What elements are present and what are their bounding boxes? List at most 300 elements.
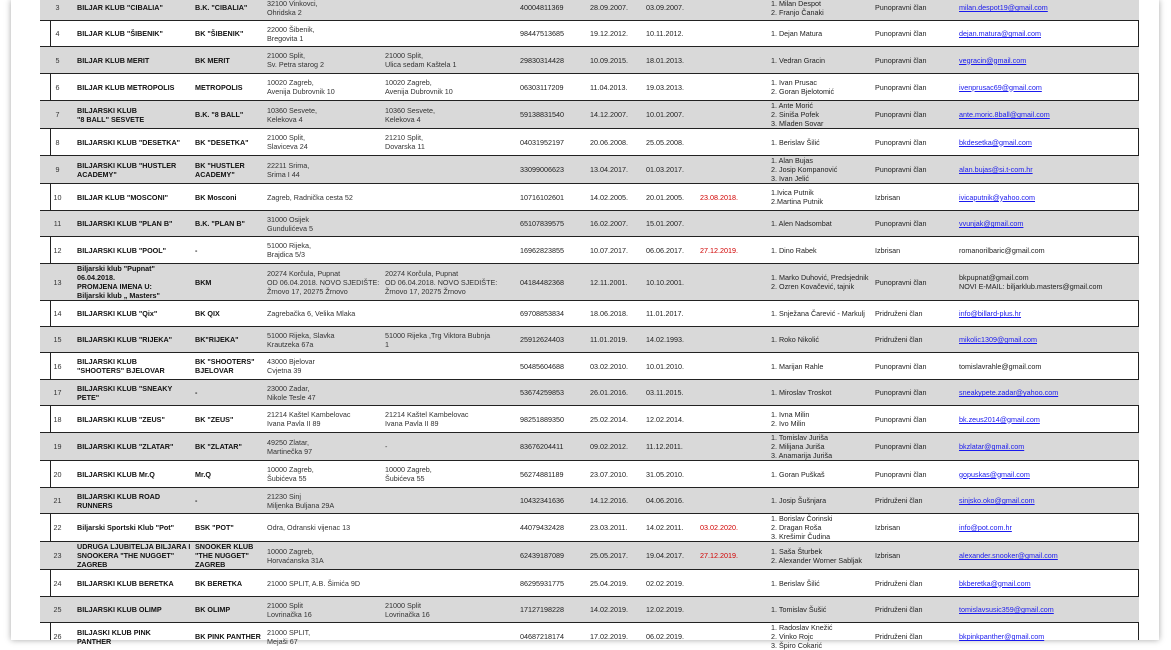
authorized-persons: 1. Radoslav Knežić 2. Vinko Rojc 3. Špiro Cokarić [769, 623, 873, 650]
membership-status: Punopravni član [873, 380, 957, 406]
club-abbreviation: BK "ŠIBENIK" [193, 21, 265, 47]
deletion-date [698, 129, 769, 156]
authorized-persons: 1. Milan Despot 2. Franjo Čanaki [769, 0, 873, 21]
club-oib: 04687218174 [518, 623, 588, 650]
authorized-persons: 1. Berislav Šilić [769, 570, 873, 597]
row-number: 5 [40, 47, 75, 74]
email-link[interactable]: bkberetka@gmail.com [959, 579, 1031, 588]
club-address: 20274 Korčula, Pupnat OD 06.04.2018. NOVO SJEDIŠTE: Žrnovo 17, 20275 Žrnovo [265, 264, 383, 301]
deletion-date [698, 353, 769, 380]
founding-date: 02.02.2019. [644, 570, 698, 597]
club-address: 51000 Rijeka, Brajdica 5/3 [265, 237, 383, 264]
club-address-alt: 21210 Split, Dovarska 11 [383, 129, 518, 156]
table-row [40, 488, 1139, 514]
membership-status: Punopravni član [873, 433, 957, 461]
club-abbreviation: BK "ZEUS" [193, 406, 265, 433]
membership-status: Pridruženi član [873, 597, 957, 623]
table-row [40, 264, 1139, 301]
membership-status: Punopravni član [873, 406, 957, 433]
club-name: BILJAR KLUB METROPOLIS [75, 74, 193, 101]
club-address: 21000 SPLIT, A.B. Šimića 9D [265, 570, 383, 597]
club-name: BILJARSKI KLUB "ZLATAR" [75, 433, 193, 461]
founding-date: 04.06.2016. [644, 488, 698, 514]
club-abbreviation: - [193, 488, 265, 514]
club-address-alt: - [383, 433, 518, 461]
club-email [957, 0, 1139, 21]
club-address: 32100 Vinkovci, Ohridska 2 [265, 0, 383, 21]
founding-date: 01.03.2017. [644, 156, 698, 184]
authorized-persons: 1. Miroslav Troskot [769, 380, 873, 406]
table-row [40, 542, 1139, 570]
club-name: BILJARSKI KLUB Mr.Q [75, 461, 193, 488]
founding-date: 11.01.2017. [644, 301, 698, 327]
authorized-persons: 1.Ivica Putnik 2.Martina Putnik [769, 184, 873, 211]
email-link[interactable]: bkpinkpanther@gmail.com [959, 632, 1044, 641]
membership-status: Punopravni član [873, 211, 957, 237]
authorized-persons: 1. Ante Morić 2. Siniša Pofek 3. Mladen Sovar [769, 101, 873, 129]
row-number: 23 [40, 542, 75, 570]
table-row [40, 514, 1139, 542]
authorized-persons: 1. Alan Bujas 2. Josip Kompanović 3. Ivan Jelić [769, 156, 873, 184]
club-address: 21214 Kaštel Kambelovac Ivana Pavla II 89 [265, 406, 383, 433]
row-number: 15 [40, 327, 75, 353]
club-email [957, 488, 1139, 514]
founding-date: 10.11.2012. [644, 21, 698, 47]
club-oib: 10716102601 [518, 184, 588, 211]
club-name: BILJAR KLUB "CIBALIA" [75, 0, 193, 21]
registration-date: 23.03.2011. [588, 514, 644, 542]
deletion-date [698, 211, 769, 237]
email-link[interactable]: info@billard-plus.hr [959, 309, 1021, 318]
registration-date: 23.07.2010. [588, 461, 644, 488]
table-row [40, 570, 1139, 597]
club-address-alt [383, 380, 518, 406]
deletion-date [698, 380, 769, 406]
table-row [40, 623, 1139, 650]
club-oib: 10432341636 [518, 488, 588, 514]
club-address: Zagrebačka 6, Velika Mlaka [265, 301, 383, 327]
club-oib: 16962823855 [518, 237, 588, 264]
membership-status: Pridruženi član [873, 327, 957, 353]
club-address-alt: 10020 Zagreb, Avenija Dubrovnik 10 [383, 74, 518, 101]
founding-date: 15.01.2007. [644, 211, 698, 237]
club-email [957, 380, 1139, 406]
club-address: 21000 Split, Slaviceva 24 [265, 129, 383, 156]
row-number: 24 [40, 570, 75, 597]
email-link[interactable]: milan.despot19@gmail.com [959, 3, 1048, 12]
deletion-date: 27.12.2019. [698, 237, 769, 264]
club-address-alt [383, 237, 518, 264]
membership-status: Punopravni član [873, 353, 957, 380]
registration-date: 18.06.2018. [588, 301, 644, 327]
club-address-alt [383, 184, 518, 211]
authorized-persons: 1. Vedran Gracin [769, 47, 873, 74]
club-address: 22000 Šibenik, Bregovita 1 [265, 21, 383, 47]
club-oib: 56274881189 [518, 461, 588, 488]
club-abbreviation: B.K. "CIBALIA" [193, 0, 265, 21]
row-number: 3 [40, 0, 75, 21]
table-row [40, 380, 1139, 406]
club-abbreviation: BK"RIJEKA" [193, 327, 265, 353]
registration-date: 10.07.2017. [588, 237, 644, 264]
table-row [40, 433, 1139, 461]
row-number: 7 [40, 101, 75, 129]
club-abbreviation: BK MERIT [193, 47, 265, 74]
email-link[interactable]: vegracin@gmail.com [959, 56, 1026, 65]
club-oib: 33099006623 [518, 156, 588, 184]
table-row [40, 0, 1139, 21]
founding-date: 06.02.2019. [644, 623, 698, 650]
club-abbreviation: - [193, 380, 265, 406]
deletion-date [698, 74, 769, 101]
club-address-alt [383, 623, 518, 650]
club-abbreviation: BK QIX [193, 301, 265, 327]
registration-date: 17.02.2019. [588, 623, 644, 650]
membership-status: Pridruženi član [873, 488, 957, 514]
email-link[interactable]: ivenprusac69@gmail.com [959, 83, 1042, 92]
membership-status: Punopravni član [873, 461, 957, 488]
deletion-date [698, 623, 769, 650]
row-number: 12 [40, 237, 75, 264]
club-address-alt: 10360 Sesvete, Kelekova 4 [383, 101, 518, 129]
club-abbreviation: BK Mosconi [193, 184, 265, 211]
email-link[interactable]: ante.moric.8ball@gmail.com [959, 110, 1050, 119]
club-name: BILJARSKI KLUB "SNEAKY PETE" [75, 380, 193, 406]
row-number: 21 [40, 488, 75, 514]
club-address: 23000 Zadar, Nikole Tesle 47 [265, 380, 383, 406]
authorized-persons: 1. Ivan Prusac 2. Goran Bjelotomić [769, 74, 873, 101]
club-name: BILJARSKI KLUB "Qix" [75, 301, 193, 327]
table-row [40, 184, 1139, 211]
club-abbreviation: BK "HUSTLER ACADEMY" [193, 156, 265, 184]
club-email [957, 184, 1139, 211]
club-address-alt: 21000 Split Lovrinačka 16 [383, 597, 518, 623]
club-oib: 86295931775 [518, 570, 588, 597]
club-oib: 98447513685 [518, 21, 588, 47]
club-name: BILJARSKI KLUB ROAD RUNNERS [75, 488, 193, 514]
club-email [957, 514, 1139, 542]
club-address-alt [383, 0, 518, 21]
registration-date: 16.02.2007. [588, 211, 644, 237]
registration-date: 12.11.2001. [588, 264, 644, 301]
authorized-persons: 1. Borislav Čorinski 2. Dragan Roša 3. Krešimir Čudina [769, 514, 873, 542]
deletion-date: 23.08.2018. [698, 184, 769, 211]
club-abbreviation: SNOOKER KLUB "THE NUGGET" ZAGREB [193, 542, 265, 570]
authorized-persons: 1. Roko Nikolić [769, 327, 873, 353]
table-body [40, 0, 1139, 650]
club-email [957, 237, 1139, 264]
table-row [40, 301, 1139, 327]
founding-date: 12.02.2019. [644, 597, 698, 623]
row-number: 8 [40, 129, 75, 156]
club-registry-table [40, 0, 1139, 650]
registration-date: 25.02.2014. [588, 406, 644, 433]
club-oib: 44079432428 [518, 514, 588, 542]
email-link[interactable]: alan.bujas@si.t-com.hr [959, 165, 1033, 174]
membership-status: Izbrisan [873, 184, 957, 211]
club-address-alt [383, 21, 518, 47]
deletion-date [698, 301, 769, 327]
club-address: Zagreb, Radnička cesta 52 [265, 184, 383, 211]
membership-status: Punopravni član [873, 74, 957, 101]
club-address-alt: 10000 Zagreb, Šubićeva 55 [383, 461, 518, 488]
club-email [957, 211, 1139, 237]
club-name: BILJAR KLUB MERIT [75, 47, 193, 74]
deletion-date: 03.02.2020. [698, 514, 769, 542]
row-number: 19 [40, 433, 75, 461]
club-address: Odra, Odranski vijenac 13 [265, 514, 383, 542]
authorized-persons: 1. Marko Duhović, Predsjednik 2. Ozren Kovačević, tajnik [769, 264, 873, 301]
registration-date: 28.09.2007. [588, 0, 644, 21]
deletion-date [698, 156, 769, 184]
founding-date: 11.12.2011. [644, 433, 698, 461]
founding-date: 19.03.2013. [644, 74, 698, 101]
registration-date: 14.12.2016. [588, 488, 644, 514]
club-oib: 65107839575 [518, 211, 588, 237]
registration-date: 26.01.2016. [588, 380, 644, 406]
club-abbreviation: B.K. "PLAN B" [193, 211, 265, 237]
deletion-date [698, 101, 769, 129]
club-address-alt [383, 488, 518, 514]
club-email [957, 101, 1139, 129]
founding-date: 14.02.2011. [644, 514, 698, 542]
club-abbreviation: METROPOLIS [193, 74, 265, 101]
authorized-persons: 1. Saša Šturbek 2. Alexander Worner Sabljak [769, 542, 873, 570]
founding-date: 18.01.2013. [644, 47, 698, 74]
club-oib: 04031952197 [518, 129, 588, 156]
founding-date: 20.01.2005. [644, 184, 698, 211]
club-address: 10000 Zagreb, Šubićeva 55 [265, 461, 383, 488]
email-link[interactable]: tomislavsusic359@gmail.com [959, 605, 1054, 614]
email-link[interactable]: info@pot.com.hr [959, 523, 1012, 532]
email-link[interactable]: gopuskas@gmail.com [959, 470, 1030, 479]
deletion-date: 27.12.2019. [698, 542, 769, 570]
club-name: BILJAR KLUB "MOSCONI" [75, 184, 193, 211]
authorized-persons: 1. Dino Rabek [769, 237, 873, 264]
table-row [40, 237, 1139, 264]
club-oib: 17127198228 [518, 597, 588, 623]
club-email [957, 47, 1139, 74]
authorized-persons: 1. Josip Šušnjara [769, 488, 873, 514]
table-row [40, 129, 1139, 156]
registration-date: 25.04.2019. [588, 570, 644, 597]
registration-date: 13.04.2017. [588, 156, 644, 184]
membership-status: Punopravni član [873, 47, 957, 74]
founding-date: 31.05.2010. [644, 461, 698, 488]
email-link[interactable]: bkzlatar@gmail.com [959, 442, 1024, 451]
club-name: BILJARSKI KLUB "PLAN B" [75, 211, 193, 237]
club-name: UDRUGA LJUBITELJA BILJARA I SNOOKERA "THE NUGGET" ZAGREB [75, 542, 193, 570]
row-number: 6 [40, 74, 75, 101]
founding-date: 25.05.2008. [644, 129, 698, 156]
founding-date: 12.02.2014. [644, 406, 698, 433]
authorized-persons: 1. Marijan Rahle [769, 353, 873, 380]
club-name: BILJARSKI KLUB "DESETKA" [75, 129, 193, 156]
deletion-date [698, 597, 769, 623]
row-number: 20 [40, 461, 75, 488]
registration-date: 25.05.2017. [588, 542, 644, 570]
club-name: BILJARSKI KLUB BERETKA [75, 570, 193, 597]
club-address: 43000 Bjelovar Cvjetna 39 [265, 353, 383, 380]
document-page [11, 0, 1159, 640]
deletion-date [698, 47, 769, 74]
club-address: 10020 Zagreb, Avenija Dubrovnik 10 [265, 74, 383, 101]
authorized-persons: 1. Snježana Čarević - Markulj [769, 301, 873, 327]
deletion-date [698, 461, 769, 488]
authorized-persons: 1. Goran Puškaš [769, 461, 873, 488]
row-number: 9 [40, 156, 75, 184]
club-abbreviation: - [193, 237, 265, 264]
club-address: 21000 Split Lovrinačka 16 [265, 597, 383, 623]
club-address: 49250 Zlatar, Martinečka 97 [265, 433, 383, 461]
registration-date: 14.12.2007. [588, 101, 644, 129]
row-number: 14 [40, 301, 75, 327]
club-abbreviation: BKM [193, 264, 265, 301]
email-link[interactable]: dejan.matura@gmail.com [959, 29, 1041, 38]
email-link[interactable]: sneakypete.zadar@yahoo.com [959, 388, 1058, 397]
founding-date: 03.09.2007. [644, 0, 698, 21]
club-address-alt [383, 353, 518, 380]
membership-status: Punopravni član [873, 129, 957, 156]
membership-status: Izbrisan [873, 514, 957, 542]
club-address-alt: 21000 Split, Ulica sedam Kaštela 1 [383, 47, 518, 74]
club-email [957, 597, 1139, 623]
club-address-alt [383, 514, 518, 542]
club-email [957, 433, 1139, 461]
club-email [957, 129, 1139, 156]
membership-status: Punopravni član [873, 0, 957, 21]
club-email [957, 542, 1139, 570]
club-email [957, 327, 1139, 353]
email-link[interactable]: vvunjak@gmail.com [959, 219, 1023, 228]
club-address-alt [383, 542, 518, 570]
club-address-alt [383, 211, 518, 237]
registration-date: 19.12.2012. [588, 21, 644, 47]
membership-status: Punopravni član [873, 156, 957, 184]
club-abbreviation: Mr.Q [193, 461, 265, 488]
club-abbreviation: BK BERETKA [193, 570, 265, 597]
club-name: BILJARSKI KLUB "POOL" [75, 237, 193, 264]
club-oib: 25912624403 [518, 327, 588, 353]
founding-date: 10.01.2010. [644, 353, 698, 380]
club-email [957, 264, 1139, 301]
email-link[interactable]: sinjsko.oko@gmail.com [959, 496, 1035, 505]
row-number: 13 [40, 264, 75, 301]
registration-date: 09.02.2012. [588, 433, 644, 461]
registration-date: 10.09.2015. [588, 47, 644, 74]
club-abbreviation: BK OLIMP [193, 597, 265, 623]
registration-date: 14.02.2019. [588, 597, 644, 623]
table-row [40, 21, 1139, 47]
membership-status: Punopravni član [873, 264, 957, 301]
club-email [957, 406, 1139, 433]
club-oib: 50485604688 [518, 353, 588, 380]
club-email [957, 301, 1139, 327]
founding-date: 14.02.1993. [644, 327, 698, 353]
registration-date: 14.02.2005. [588, 184, 644, 211]
club-abbreviation: BSK "POT" [193, 514, 265, 542]
club-abbreviation: BK "ZLATAR" [193, 433, 265, 461]
email-link: tomislavrahle@gmail.com [959, 362, 1041, 371]
club-name: BILJARSKI KLUB "8 BALL" SESVETE [75, 101, 193, 129]
club-address: 10000 Zagreb, Horvaćanska 31A [265, 542, 383, 570]
deletion-date [698, 433, 769, 461]
club-name: BILJARSKI KLUB "HUSTLER ACADEMY" [75, 156, 193, 184]
email-link[interactable]: mikolic1309@gmail.com [959, 335, 1037, 344]
club-email [957, 623, 1139, 650]
email-link[interactable]: ivicaputnik@yahoo.com [959, 193, 1035, 202]
club-name: Biljarski klub "Pupnat" 06.04.2018. PROMJENA IMENA U: Biljarski klub „ Masters" [75, 264, 193, 301]
membership-status: Izbrisan [873, 237, 957, 264]
club-name: BILJARSKI KLUB OLIMP [75, 597, 193, 623]
row-number: 22 [40, 514, 75, 542]
club-oib: 29830314428 [518, 47, 588, 74]
founding-date: 03.11.2015. [644, 380, 698, 406]
club-name: BILJAR KLUB "ŠIBENIK" [75, 21, 193, 47]
row-number: 4 [40, 21, 75, 47]
membership-status: Pridruženi član [873, 301, 957, 327]
club-address-alt [383, 570, 518, 597]
club-email [957, 156, 1139, 184]
email-link[interactable]: bkdesetka@gmail.com [959, 138, 1032, 147]
registration-date: 11.04.2013. [588, 74, 644, 101]
authorized-persons: 1. Berislav Šilić [769, 129, 873, 156]
club-name: BILJARSKI KLUB "SHOOTERS" BJELOVAR [75, 353, 193, 380]
deletion-date [698, 327, 769, 353]
table-row [40, 406, 1139, 433]
deletion-date [698, 488, 769, 514]
authorized-persons: 1. Tomislav Šušić [769, 597, 873, 623]
club-oib: 98251889350 [518, 406, 588, 433]
club-oib: 04184482368 [518, 264, 588, 301]
founding-date: 10.01.2007. [644, 101, 698, 129]
deletion-date [698, 570, 769, 597]
club-email [957, 353, 1139, 380]
registration-date: 03.02.2010. [588, 353, 644, 380]
club-abbreviation: B.K. "8 BALL" [193, 101, 265, 129]
email-link[interactable]: bk.zeus2014@gmail.com [959, 415, 1040, 424]
membership-status: Pridruženi član [873, 570, 957, 597]
row-number: 10 [40, 184, 75, 211]
club-abbreviation: BK "SHOOTERS" BJELOVAR [193, 353, 265, 380]
founding-date: 10.10.2001. [644, 264, 698, 301]
club-address-alt: 21214 Kaštel Kambelovac Ivana Pavla II 89 [383, 406, 518, 433]
row-number: 25 [40, 597, 75, 623]
registration-date: 11.01.2019. [588, 327, 644, 353]
row-number: 16 [40, 353, 75, 380]
club-email [957, 74, 1139, 101]
deletion-date [698, 21, 769, 47]
club-oib: 62439187089 [518, 542, 588, 570]
club-address: 51000 Rijeka, Slavka Krautzeka 67a [265, 327, 383, 353]
club-name: BILJASKI KLUB PINK PANTHER [75, 623, 193, 650]
authorized-persons: 1. Alen Nadsombat [769, 211, 873, 237]
row-number: 11 [40, 211, 75, 237]
row-number: 18 [40, 406, 75, 433]
club-email [957, 461, 1139, 488]
club-address: 21230 Sinj Miljenka Buljana 29A [265, 488, 383, 514]
membership-status: Punopravni član [873, 101, 957, 129]
founding-date: 06.06.2017. [644, 237, 698, 264]
club-address: 22211 Srima, Srima I 44 [265, 156, 383, 184]
table-row [40, 47, 1139, 74]
row-number: 17 [40, 380, 75, 406]
membership-status: Pridruženi član [873, 623, 957, 650]
club-oib: 59138831540 [518, 101, 588, 129]
club-abbreviation: BK PINK PANTHER [193, 623, 265, 650]
email-link[interactable]: alexander.snooker@gmail.com [959, 551, 1058, 560]
club-oib: 53674259853 [518, 380, 588, 406]
